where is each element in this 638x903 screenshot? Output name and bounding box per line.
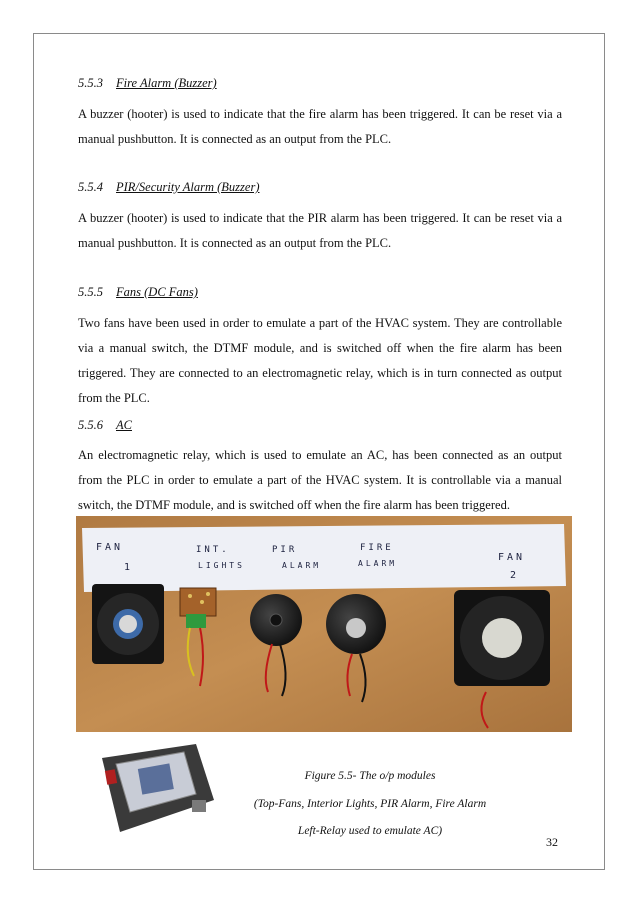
figure-caption-line-2: (Top-Fans, Interior Lights, PIR Alarm, Fire Alarm [253,798,487,810]
page-number: 32 [546,835,558,849]
output-modules-photo [76,516,572,732]
section-title: Fans (DC Fans) [116,285,198,299]
fan-1 [92,584,164,664]
label-fan-2-line1: FAN [498,552,526,563]
label-pir-line1: PIR [272,545,298,555]
label-fan-1-line2: 1 [124,562,134,573]
section-number: 5.5.3 [78,76,103,90]
figure-caption-line-3: Left-Relay used to emulate AC) [297,825,443,837]
label-lights-line1: INT. [196,545,230,555]
label-fan-1-line1: FAN [96,542,124,553]
section-number: 5.5.5 [78,285,103,299]
section-heading-5-5-3 [78,76,217,91]
section-number: 5.5.6 [78,418,103,432]
label-pir-line2: ALARM [282,561,322,570]
label-lights-line2: LIGHTS [198,561,245,570]
section-title: PIR/Security Alarm (Buzzer) [116,180,260,194]
relay-photo [96,740,218,836]
section-paragraph-5-5-6: An electromagnetic relay, which is used to emulate an AC, has been connected as an output from the PLC in order to emulate a part of the HVAC system. It is controllable via a manual switch, the DTMF module, and is switched off when the fire alarm has been triggered. [78,448,562,512]
label-fan-2-line2: 2 [510,570,520,581]
figure-caption-line-1: Figure 5.5- The o/p modules [304,770,436,782]
label-fire-line2: ALARM [358,559,398,568]
section-number: 5.5.4 [78,180,103,194]
section-heading-5-5-4 [78,180,260,195]
label-strip [82,524,566,592]
label-fire-line1: FIRE [360,543,394,553]
section-paragraph-5-5-3: A buzzer (hooter) is used to indicate that the fire alarm has been triggered. It can be reset via a manual pushbutton. It is connected as an output from the PLC. [78,107,562,146]
section-heading-5-5-5 [78,285,198,300]
section-title: AC [116,418,132,432]
section-paragraph-5-5-5: Two fans have been used in order to emulate a part of the HVAC system. They are controllable via a manual switch, the DTMF module, and is switched off when the fire alarm has been triggered. They are connected to an electromagnetic relay, which is in turn connected as output from the PLC. [78,316,562,405]
section-title: Fire Alarm (Buzzer) [116,76,217,90]
section-heading-5-5-6 [78,418,132,433]
section-paragraph-5-5-4: A buzzer (hooter) is used to indicate that the PIR alarm has been triggered. It can be reset via a manual pushbutton. It is connected as an output from the PLC. [78,211,562,250]
